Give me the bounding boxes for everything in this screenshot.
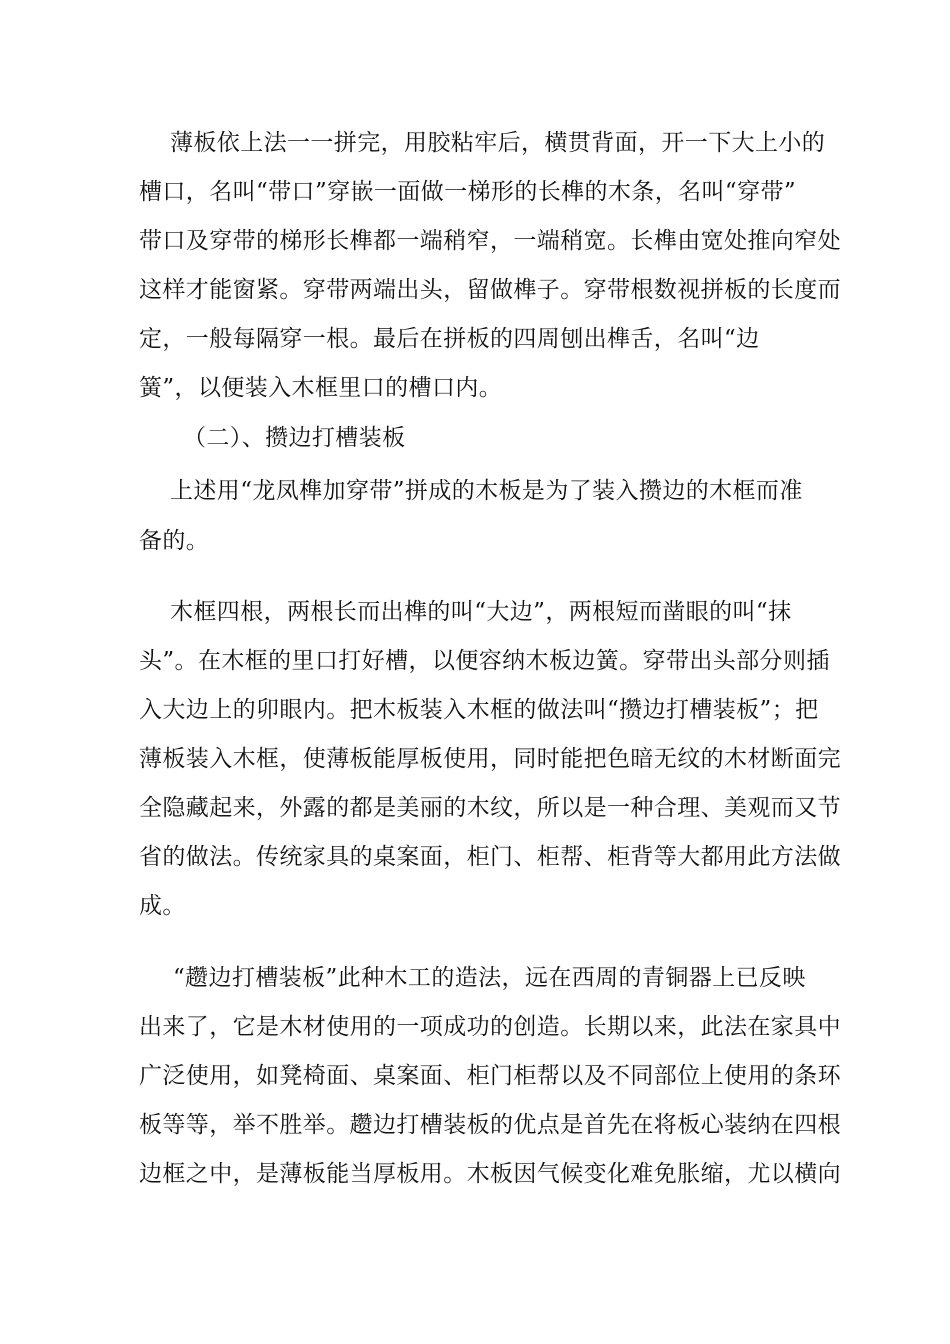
paragraph-2-line-1: 上述用“龙凤榫加穿带”拼成的木板是为了装入攒边的木框而准 (170, 478, 803, 504)
paragraph-1-line-3: 带口及穿带的梯形长榫都一端稍窄，一端稍宽。长榫由宽处推向窄处 (139, 228, 841, 254)
paragraph-3-line-6: 省的做法。传统家具的桌案面，柜门、柜帮、柜背等大都用此方法做 (139, 844, 841, 870)
paragraph-3-line-4: 薄板装入木框，使薄板能厚板使用，同时能把色暗无纹的木材断面完 (139, 746, 841, 772)
paragraph-1-line-2: 槽口，名叫“带口”穿嵌一面做一梯形的长榫的木条，名叫“穿带” (139, 179, 797, 205)
paragraph-1-line-4: 这样才能窗紧。穿带两端出头，留做榫子。穿带根数视拼板的长度而 (139, 277, 841, 303)
paragraph-4-line-3: 广泛使用，如凳椅面、桌案面、柜门柜帮以及不同部位上使用的条环 (139, 1063, 841, 1089)
paragraph-2-line-2: 备的。 (139, 528, 210, 554)
paragraph-1-line-1: 薄板依上法一一拼完，用胶粘牢后，横贯背面，开一下大上小的 (170, 130, 826, 156)
paragraph-4-line-1: “趱边打槽装板”此种木工的造法，远在西周的青铜器上已反映 (173, 965, 806, 991)
paragraph-3-line-3: 入大边上的卯眼内。把木板装入木框的做法叫“攒边打槽装板”；把 (139, 697, 819, 723)
paragraph-1-line-5: 定，一般每隔穿一根。最后在拼板的四周刨出榫舌，名叫“边 (139, 326, 760, 352)
paragraph-1-line-6: 簧”，以便装入木框里口的槽口内。 (139, 375, 503, 401)
paragraph-3-line-1: 木框四根，两根长而出榫的叫“大边”，两根短而凿眼的叫“抹 (170, 599, 792, 625)
paragraph-4-line-5: 边框之中，是薄板能当厚板用。木板因气候变化难免胀缩，尤以横向 (139, 1161, 841, 1187)
section-heading: （二）、攒边打槽装板 (183, 425, 406, 451)
paragraph-3-line-5: 全隐藏起来，外露的都是美丽的木纹，所以是一种合理、美观而又节 (139, 795, 841, 821)
paragraph-4-line-2: 出来了，它是木材使用的一项成功的创造。长期以来，此法在家具中 (139, 1014, 841, 1040)
paragraph-3-line-7: 成。 (139, 893, 186, 919)
paragraph-3-line-2: 头”。在木框的里口打好槽，以便容纳木板边簧。穿带出头部分则插 (139, 648, 830, 674)
paragraph-4-line-4: 板等等，举不胜举。趱边打槽装板的优点是首先在将板心装纳在四根 (139, 1112, 841, 1138)
